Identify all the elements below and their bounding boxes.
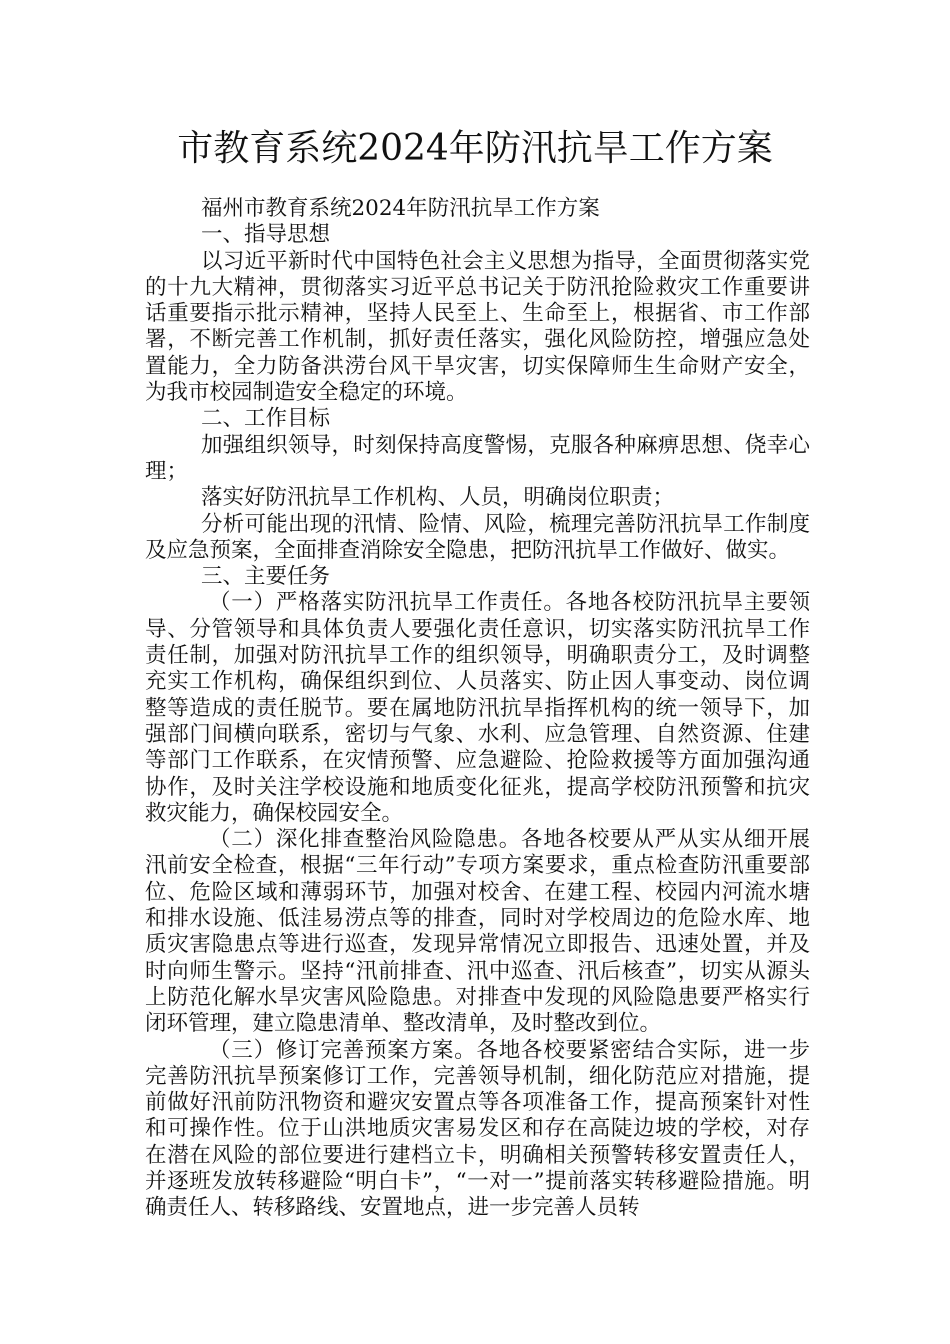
paragraph-task-risk-inspection: （二）深化排查整治风险隐患。各地各校要从严从实从细开展汛前安全检查，根据“三年行动”专项方案要求，重点检查防汛重要部位、危险区域和薄弱环节，加强对校舍、在建工程、校园内河流水塘和排水设施、低洼易涝点等的排查，同时对学校周边的危险水库、地质灾害隐患点等进行巡查，发现异常情况立即报告、迅速处置，并及时向师生警示。坚持“汛前排查、汛中巡查、汛后核查”，切实从源头上防范化解水旱灾害风险隐患。对排查中发现的风险隐患要严格实行闭环管理，建立隐患清单、整改清单，及时整改到位。 (145, 827, 810, 1037)
document-subtitle: 福州市教育系统2024年防汛抗旱工作方案 (201, 196, 600, 221)
section-heading-main-tasks: 三、主要任务 (201, 564, 331, 590)
paragraph-goal-staffing: 落实好防汛抗旱工作机构、人员，明确岗位职责； (201, 485, 675, 511)
section-heading-guiding-ideology: 一、指导思想 (201, 222, 331, 248)
paragraph-goal-risk-analysis: 分析可能出现的汛情、险情、风险，梳理完善防汛抗旱工作制度及应急预案，全面排查消除安全隐患，把防汛抗旱工作做好、做实。 (145, 511, 810, 563)
document-title: 市教育系统2024年防汛抗旱工作方案 (177, 128, 773, 169)
paragraph-guiding-ideology: 以习近平新时代中国特色社会主义思想为指导，全面贯彻落实党的十九大精神，贯彻落实习近平总书记关于防汛抢险救灾工作重要讲话重要指示批示精神，坚持人民至上、生命至上，根据省、市工作部署，不断完善工作机制，抓好责任落实，强化风险防控，增强应急处置能力，全力防备洪涝台风干旱灾害，切实保障师生生命财产安全，为我市校园制造安全稳定的环境。 (145, 248, 810, 406)
paragraph-goal-leadership: 加强组织领导，时刻保持高度警惕，克服各种麻痹思想、侥幸心理； (145, 432, 810, 484)
section-heading-work-goals: 二、工作目标 (201, 406, 331, 432)
paragraph-task-responsibility: （一）严格落实防汛抗旱工作责任。各地各校防汛抗旱主要领导、分管领导和具体负责人要强化责任意识，切实落实防汛抗旱工作责任制，加强对防汛抗旱工作的组织领导，明确职责分工，及时调整充实工作机构，确保组织到位、人员落实、防止因人事变动、岗位调整等造成的责任脱节。要在属地防汛抗旱指挥机构的统一领导下，加强部门间横向联系，密切与气象、水利、应急管理、自然资源、住建等部门工作联系，在灾情预警、应急避险、抢险救援等方面加强沟通协作，及时关注学校设施和地质变化征兆，提高学校防汛预警和抗灾救灾能力，确保校园安全。 (145, 590, 810, 826)
document-body (145, 196, 810, 1222)
paragraph-task-contingency-plans: （三）修订完善预案方案。各地各校要紧密结合实际，进一步完善防汛抗旱预案修订工作，完善领导机制，细化防范应对措施，提前做好汛前防汛物资和避灾安置点等各项准备工作，提高预案针对性和可操作性。位于山洪地质灾害易发区和存在高陡边坡的学校，对存在潜在风险的部位要进行建档立卡，明确相关预警转移安置责任人，并逐班发放转移避险“明白卡”，“一对一”提前落实转移避险措施。明确责任人、转移路线、安置地点，进一步完善人员转 (145, 1037, 810, 1221)
